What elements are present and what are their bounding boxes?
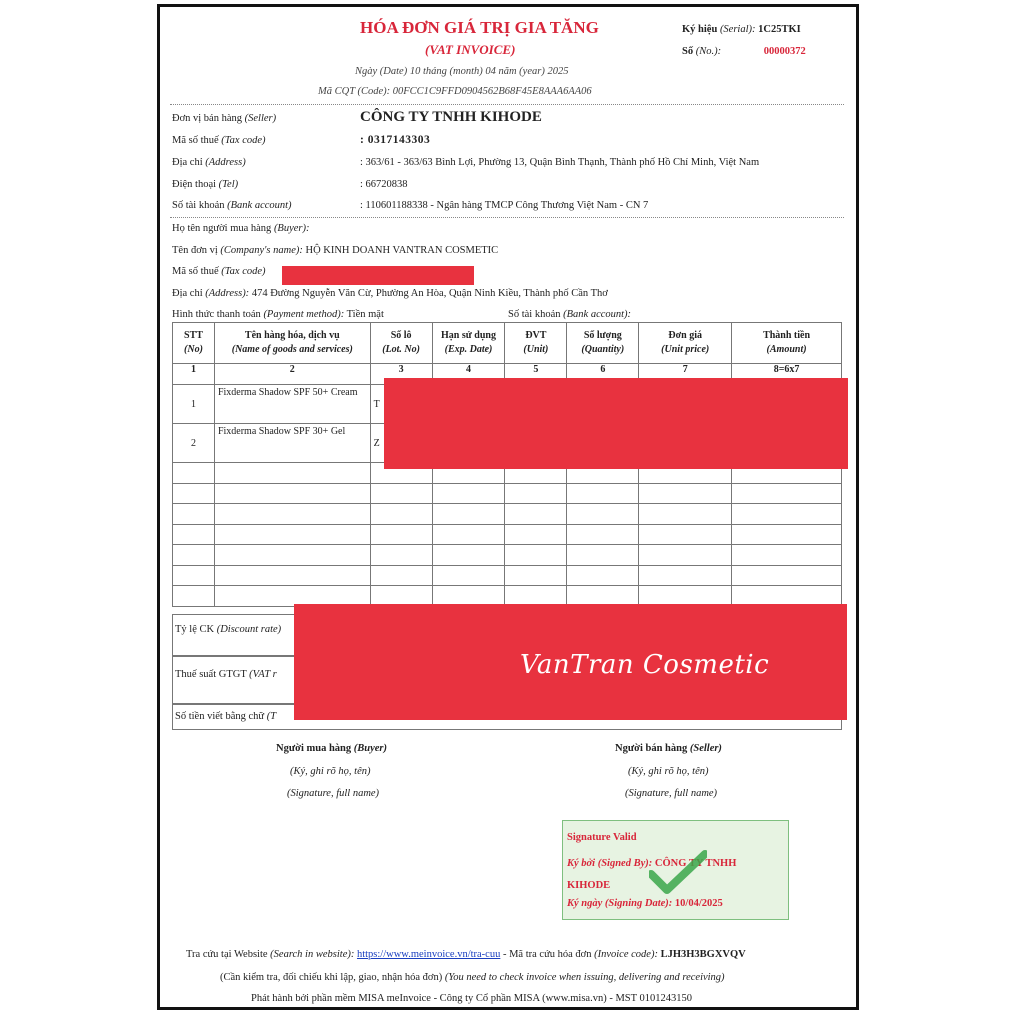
column-header: Số lô (Lot. No) (370, 323, 432, 364)
seller-name: CÔNG TY TNHH KIHODE (360, 109, 542, 125)
footer-search-line: Tra cứu tại Website (Search in website): https://www.meinvoice.vn/tra-cuu - Mã tra cứu hóa đơn (Invoice code): LJH3H3BGXVQV (186, 949, 746, 960)
empty-row (173, 545, 842, 566)
watermark-text: VanTran Cosmetic (520, 650, 770, 680)
number-label-en: (No.): (695, 46, 722, 57)
column-header: Số lượng (Quantity) (567, 323, 639, 364)
buyer-name-label: Họ tên người mua hàng (Buyer): (172, 223, 310, 234)
invoice-title: HÓA ĐƠN GIÁ TRỊ GIA TĂNG (360, 18, 599, 37)
footer-check-note: (Cần kiểm tra, đối chiếu khi lập, giao, nhận hóa đơn) (You need to check invoice when issuing, delivering and receiving) (220, 972, 725, 983)
seller-signature-title: Người bán hàng (Seller) (615, 743, 722, 754)
buyer-tax-label: Mã số thuế (Tax code) (172, 266, 266, 277)
empty-row (173, 483, 842, 504)
footer-issuer: Phát hành bởi phần mềm MISA meInvoice - Công ty Cổ phần MISA (www.misa.vn) - MST 0101243150 (251, 993, 692, 1004)
seller-address: : 363/61 - 363/63 Bình Lợi, Phường 13, Quận Bình Thạnh, Thành phố Hồ Chí Minh, Việt Nam (360, 157, 760, 168)
seller-bank-label: Số tài khoản (Bank account) (172, 200, 292, 211)
column-header: Hạn sử dụng (Exp. Date) (432, 323, 505, 364)
number-line (682, 46, 806, 57)
divider (170, 217, 844, 218)
check-icon (649, 850, 707, 896)
seller-bank: : 110601188338 - Ngân hàng TMCP Công Thương Việt Nam - CN 7 (360, 200, 649, 211)
invoice-subtitle: (VAT INVOICE) (425, 42, 516, 57)
buyer-signature-title: Người mua hàng (Buyer) (276, 743, 388, 754)
vat-label: Thuế suất GTGT (175, 669, 247, 680)
column-header: STT (No) (173, 323, 215, 364)
number-label: Số (682, 46, 694, 57)
invoice-date: Ngày (Date) 10 tháng (month) 04 năm (year) 2025 (355, 66, 569, 77)
invoice-number: 00000372 (763, 46, 806, 57)
serial-label-en: (Serial): (719, 24, 756, 35)
empty-row (173, 524, 842, 545)
buyer-address: Địa chỉ (Address): 474 Đường Nguyễn Văn Cừ, Phường An Hòa, Quận Ninh Kiều, Thành phố Cần Thơ (172, 288, 608, 299)
redaction-block (384, 378, 848, 469)
buyer-bank-label: Số tài khoản (Bank account): (508, 309, 632, 320)
amount-words-row: Số tiền viết bằng chữ (T (172, 704, 842, 730)
seller-signature-note: (Ký, ghi rõ họ, tên) (628, 766, 709, 777)
signature-status: Signature Valid (567, 832, 637, 843)
column-header: ĐVT (Unit) (505, 323, 567, 364)
amount-words-label: Số tiền viết bằng chữ (175, 711, 265, 722)
serial-value: 1C25TKI (758, 24, 801, 35)
table-row: 2 Fixderma Shadow SPF 30+ Gel Z (173, 424, 842, 463)
column-number-row: 1 2 3 4 5 6 7 8=6x7 (173, 364, 842, 385)
empty-row (173, 504, 842, 525)
discount-row: Tỷ lệ CK (Discount rate) (172, 614, 842, 656)
serial-label: Ký hiệu (682, 24, 718, 35)
payment-method: Hình thức thanh toán (Payment method): Tiền mặt (172, 309, 384, 320)
seller-tel: : 66720838 (360, 179, 408, 190)
signing-date: Ký ngày (Signing Date): 10/04/2025 (567, 898, 723, 909)
vat-row: Thuế suất GTGT (VAT r (172, 656, 842, 704)
signed-by: Ký bởi (Signed By): CÔNG TY TNHH KIHODE (567, 858, 737, 891)
table-row: 1 Fixderma Shadow SPF 50+ Cream T (173, 385, 842, 424)
seller-name-label: Đơn vị bán hàng (Seller) (172, 113, 277, 124)
empty-row (173, 565, 842, 586)
empty-row (173, 586, 842, 607)
invoice-lookup-code: LJH3H3BGXVQV (660, 949, 746, 960)
lookup-url-link[interactable]: https://www.meinvoice.vn/tra-cuu (356, 949, 501, 960)
column-header: Thành tiền (Amount) (732, 323, 842, 364)
seller-tax-label: Mã số thuế (Tax code) (172, 135, 266, 146)
buyer-company: Tên đơn vị (Company's name): HỘ KINH DOANH VANTRAN COSMETIC (172, 245, 499, 256)
column-header: Tên hàng hóa, dịch vụ (Name of goods and services) (214, 323, 370, 364)
seller-address-label: Địa chỉ (Address) (172, 157, 246, 168)
buyer-signature-note: (Ký, ghi rõ họ, tên) (290, 766, 371, 777)
seller-signature-note-en: (Signature, full name) (625, 788, 718, 799)
seller-tel-label: Điện thoại (Tel) (172, 179, 239, 190)
buyer-signature-note-en: (Signature, full name) (287, 788, 380, 799)
cqt-code: Mã CQT (Code): 00FCC1C9FFD0904562B68F45E8AAA6AA06 (318, 86, 592, 97)
seller-tax-code: : 0317143303 (360, 134, 431, 146)
discount-label: Tỷ lệ CK (175, 624, 215, 635)
table-header-row (173, 323, 842, 364)
redaction-bar (282, 266, 474, 285)
serial-line (682, 24, 801, 35)
column-header: Đơn giá (Unit price) (639, 323, 732, 364)
divider (170, 104, 844, 105)
